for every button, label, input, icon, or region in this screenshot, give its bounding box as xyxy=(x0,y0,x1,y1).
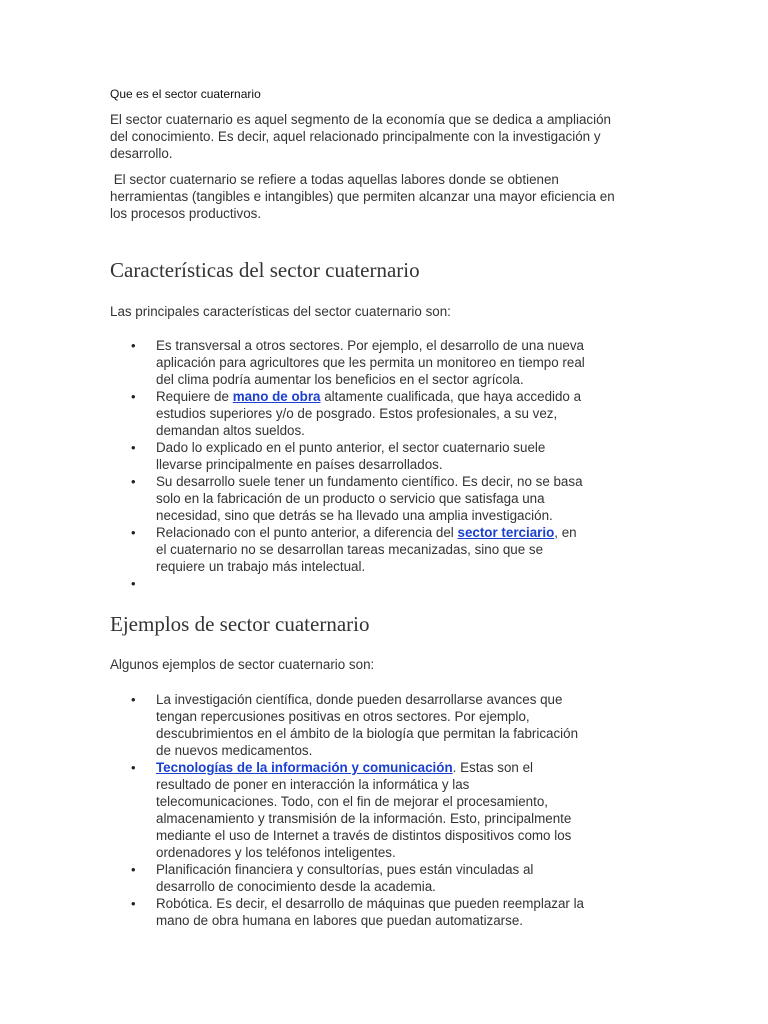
text-line xyxy=(156,388,655,405)
list-item xyxy=(110,759,655,861)
text-line: demandan altos sueldos. xyxy=(156,423,305,438)
text-span: Relacionado con el punto anterior, a diferencia del xyxy=(156,525,458,540)
text-line: los procesos productivos. xyxy=(110,206,262,221)
text-line: Es transversal a otros sectores. Por ejemplo, el desarrollo de una nueva xyxy=(156,338,584,353)
characteristics-list xyxy=(110,337,655,592)
intro-paragraph-1 xyxy=(110,111,655,162)
bullet-icon: • xyxy=(131,338,136,353)
text-line: el cuaternario no se desarrollan tareas mecanizadas, sino que se xyxy=(156,542,544,557)
heading-examples: Ejemplos de sector cuaternario xyxy=(110,612,370,636)
list-item xyxy=(110,337,655,388)
text-line: desarrollo. xyxy=(110,146,173,161)
text-line: requiere un trabajo más intelectual. xyxy=(156,559,366,574)
list-item xyxy=(110,861,655,895)
text-line: mediante el uso de Internet a través de distintos dispositivos como los xyxy=(156,828,572,843)
text-line: del clima podría aumentar los beneficios en el sector agrícola. xyxy=(156,372,524,387)
text-line: solo en la fabricación de un producto o servicio que satisfaga una xyxy=(156,491,545,506)
list-item xyxy=(110,439,655,473)
bullet-icon: • xyxy=(131,389,136,404)
text-line: estudios superiores y/o de posgrado. Estos profesionales, a su vez, xyxy=(156,406,558,421)
bullet-icon: • xyxy=(131,692,136,707)
bullet-icon: • xyxy=(131,440,136,455)
text-line: desarrollo de conocimiento desde la academia. xyxy=(156,879,436,894)
list-item xyxy=(110,473,655,524)
text-line: Dado lo explicado en el punto anterior, el sector cuaternario suele xyxy=(156,440,546,455)
link-mano-de-obra[interactable]: mano de obra xyxy=(232,389,321,404)
text-line: necesidad, sino que detrás se ha llevado una amplia investigación. xyxy=(156,508,553,523)
text-line: La investigación científica, donde pueden desarrollarse avances que xyxy=(156,692,563,707)
list-item xyxy=(110,524,655,575)
bullet-icon: • xyxy=(131,576,136,591)
lead-examples: Algunos ejemplos de sector cuaternario son: xyxy=(110,657,375,672)
link-sector-terciario[interactable]: sector terciario xyxy=(457,525,555,540)
link-tecnologias-informacion[interactable]: Tecnologías de la información y comunicación xyxy=(156,760,453,775)
text-line xyxy=(156,524,655,541)
text-line: ordenadores y los teléfonos inteligentes. xyxy=(156,845,396,860)
list-item xyxy=(110,895,655,929)
examples-list xyxy=(110,691,655,929)
lead-characteristics: Las principales características del sector cuaternario son: xyxy=(110,304,451,319)
text-line: almacenamiento y transmisión de la información. Esto, principalmente xyxy=(156,811,572,826)
text-line: mano de obra humana en labores que puedan automatizarse. xyxy=(156,913,524,928)
text-line: llevarse principalmente en países desarrollados. xyxy=(156,457,443,472)
text-line: herramientas (tangibles e intangibles) que permiten alcanzar una mayor eficiencia en xyxy=(110,189,615,204)
text-line: de nuevos medicamentos. xyxy=(156,743,313,758)
bullet-icon: • xyxy=(131,862,136,877)
bullet-icon: • xyxy=(131,896,136,911)
text-line: resultado de poner en interacción la informática y las xyxy=(156,777,470,792)
document-title: Que es el sector cuaternario xyxy=(110,87,261,101)
text-span: altamente cualificada, que haya accedido a xyxy=(320,389,582,404)
bullet-icon: • xyxy=(131,525,136,540)
intro-paragraph-2 xyxy=(110,171,655,222)
list-item-empty xyxy=(110,575,655,592)
bullet-icon: • xyxy=(131,474,136,489)
text-line: descubrimientos en el ámbito de la biología que permitan la fabricación xyxy=(156,726,579,741)
text-line: tengan repercusiones positivas en otros sectores. Por ejemplo, xyxy=(156,709,530,724)
empty-line xyxy=(156,575,655,592)
text-line: Su desarrollo suele tener un fundamento científico. Es decir, no se basa xyxy=(156,474,583,489)
text-span: , en xyxy=(554,525,577,540)
list-item xyxy=(110,388,655,439)
text-line: Planificación financiera y consultorías, pues están vinculadas al xyxy=(156,862,534,877)
text-line: El sector cuaternario se refiere a todas aquellas labores donde se obtienen xyxy=(110,172,559,187)
text-span: . Estas son el xyxy=(452,760,534,775)
text-line: del conocimiento. Es decir, aquel relacionado principalmente con la investigación y xyxy=(110,129,601,144)
heading-characteristics: Características del sector cuaternario xyxy=(110,258,420,282)
text-line: Robótica. Es decir, el desarrollo de máquinas que pueden reemplazar la xyxy=(156,896,585,911)
text-line xyxy=(156,759,655,776)
text-line: El sector cuaternario es aquel segmento de la economía que se dedica a ampliación xyxy=(110,112,611,127)
list-item xyxy=(110,691,655,759)
text-line: telecomunicaciones. Todo, con el fin de mejorar el procesamiento, xyxy=(156,794,549,809)
text-line: aplicación para agricultores que les permita un monitoreo en tiempo real xyxy=(156,355,585,370)
text-span: Requiere de xyxy=(156,389,233,404)
bullet-icon: • xyxy=(131,760,136,775)
